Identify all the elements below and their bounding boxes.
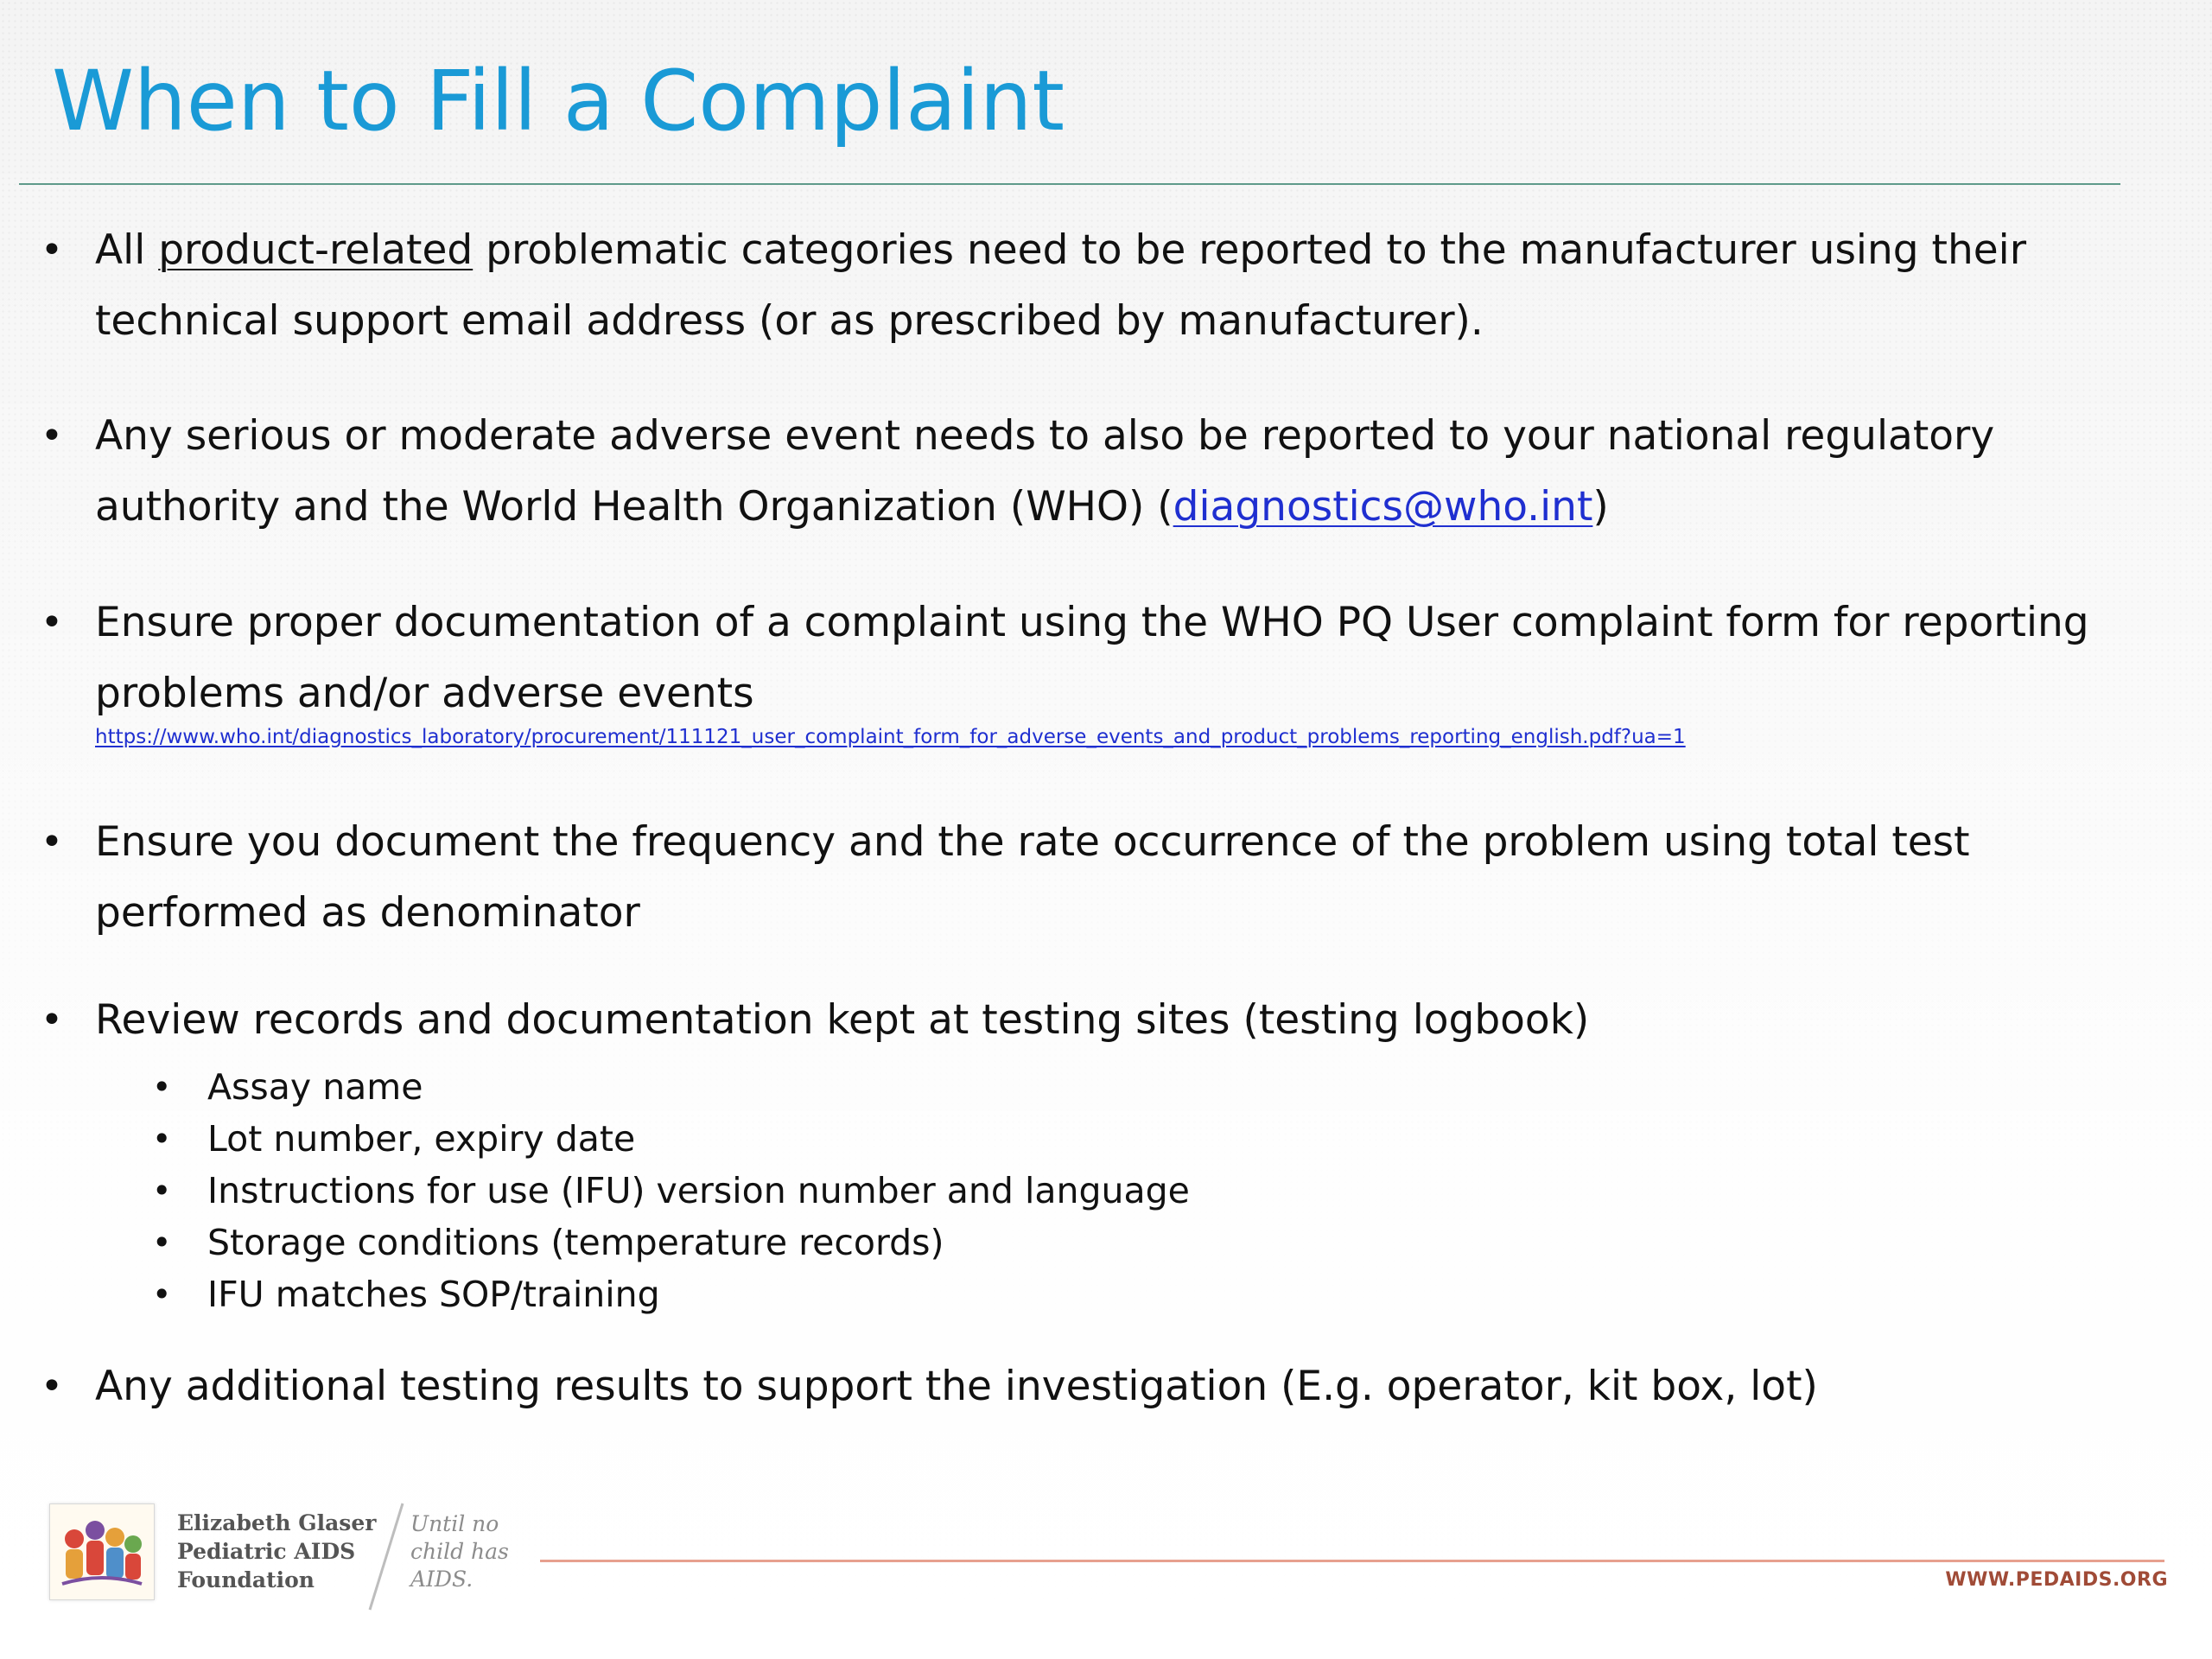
records-sub-list xyxy=(95,1061,2186,1320)
tagline xyxy=(410,1510,509,1593)
website-url: WWW.PEDAIDS.ORG xyxy=(1945,1569,2168,1591)
bullet-text: problematic categories need to be reported to the manufacturer using their technical support email address (or as prescribed by manufacturer). xyxy=(95,226,2027,345)
slide-footer xyxy=(0,1486,2212,1659)
bullet-text: Any serious or moderate adverse event needs to also be reported to your national regulatory authority and the World Health Organization (WHO) ( xyxy=(95,412,1995,531)
sub-bullet-ifu-version: • Instructions for use (IFU) version number and language xyxy=(207,1165,2186,1217)
sub-bullet-storage-conditions: • Storage conditions (temperature records) xyxy=(207,1217,2186,1268)
footer-rule xyxy=(540,1560,2164,1562)
bullet-adverse-event-reporting xyxy=(95,401,2186,543)
slide-title: When to Fill a Complaint xyxy=(52,53,1065,149)
complaint-form-url-link[interactable]: https://www.who.int/diagnostics_laboratory/procurement/111121_user_complaint_form_for_adverse_events_and_product_problems_reporting_english.pdf?ua=1 xyxy=(95,726,1686,748)
tagline-line: Until no xyxy=(410,1511,499,1536)
bullet-text: Ensure you document the frequency and the rate occurrence of the problem using total test performed as denominator xyxy=(95,818,1970,937)
tagline-line: child has xyxy=(410,1539,509,1564)
org-name-line: Foundation xyxy=(177,1567,315,1592)
bullet-text: Ensure proper documentation of a complaint using the WHO PQ User complaint form for reporting problems and/or adverse events xyxy=(95,599,2089,717)
sub-bullet-ifu-matches-sop: • IFU matches SOP/training xyxy=(207,1268,2186,1320)
bullet-complaint-documentation xyxy=(95,588,2186,750)
underlined-term: product-related xyxy=(158,226,474,274)
who-email-link[interactable]: diagnostics@who.int xyxy=(1173,483,1593,531)
bullet-frequency-documentation xyxy=(95,807,2186,949)
footer-divider-slash xyxy=(0,1486,2212,1659)
org-name-line: Elizabeth Glaser xyxy=(177,1510,377,1535)
tagline-line: AIDS. xyxy=(410,1567,474,1592)
org-name-line: Pediatric AIDS xyxy=(177,1539,356,1564)
bullet-text: ) xyxy=(1592,483,1609,531)
sub-bullet-lot-number: • Lot number, expiry date xyxy=(207,1113,2186,1165)
sub-bullet-assay-name: • Assay name xyxy=(207,1061,2186,1113)
bullet-text: Any additional testing results to support the investigation (E.g. operator, kit box, lot) xyxy=(95,1363,1818,1410)
bullet-product-related-reporting xyxy=(95,215,2186,357)
bullet-text: Review records and documentation kept at testing sites (testing logbook) xyxy=(95,996,1590,1044)
bullet-text: All xyxy=(95,226,159,274)
bullet-review-records xyxy=(95,985,2186,1320)
bullet-additional-testing xyxy=(95,1351,2186,1422)
